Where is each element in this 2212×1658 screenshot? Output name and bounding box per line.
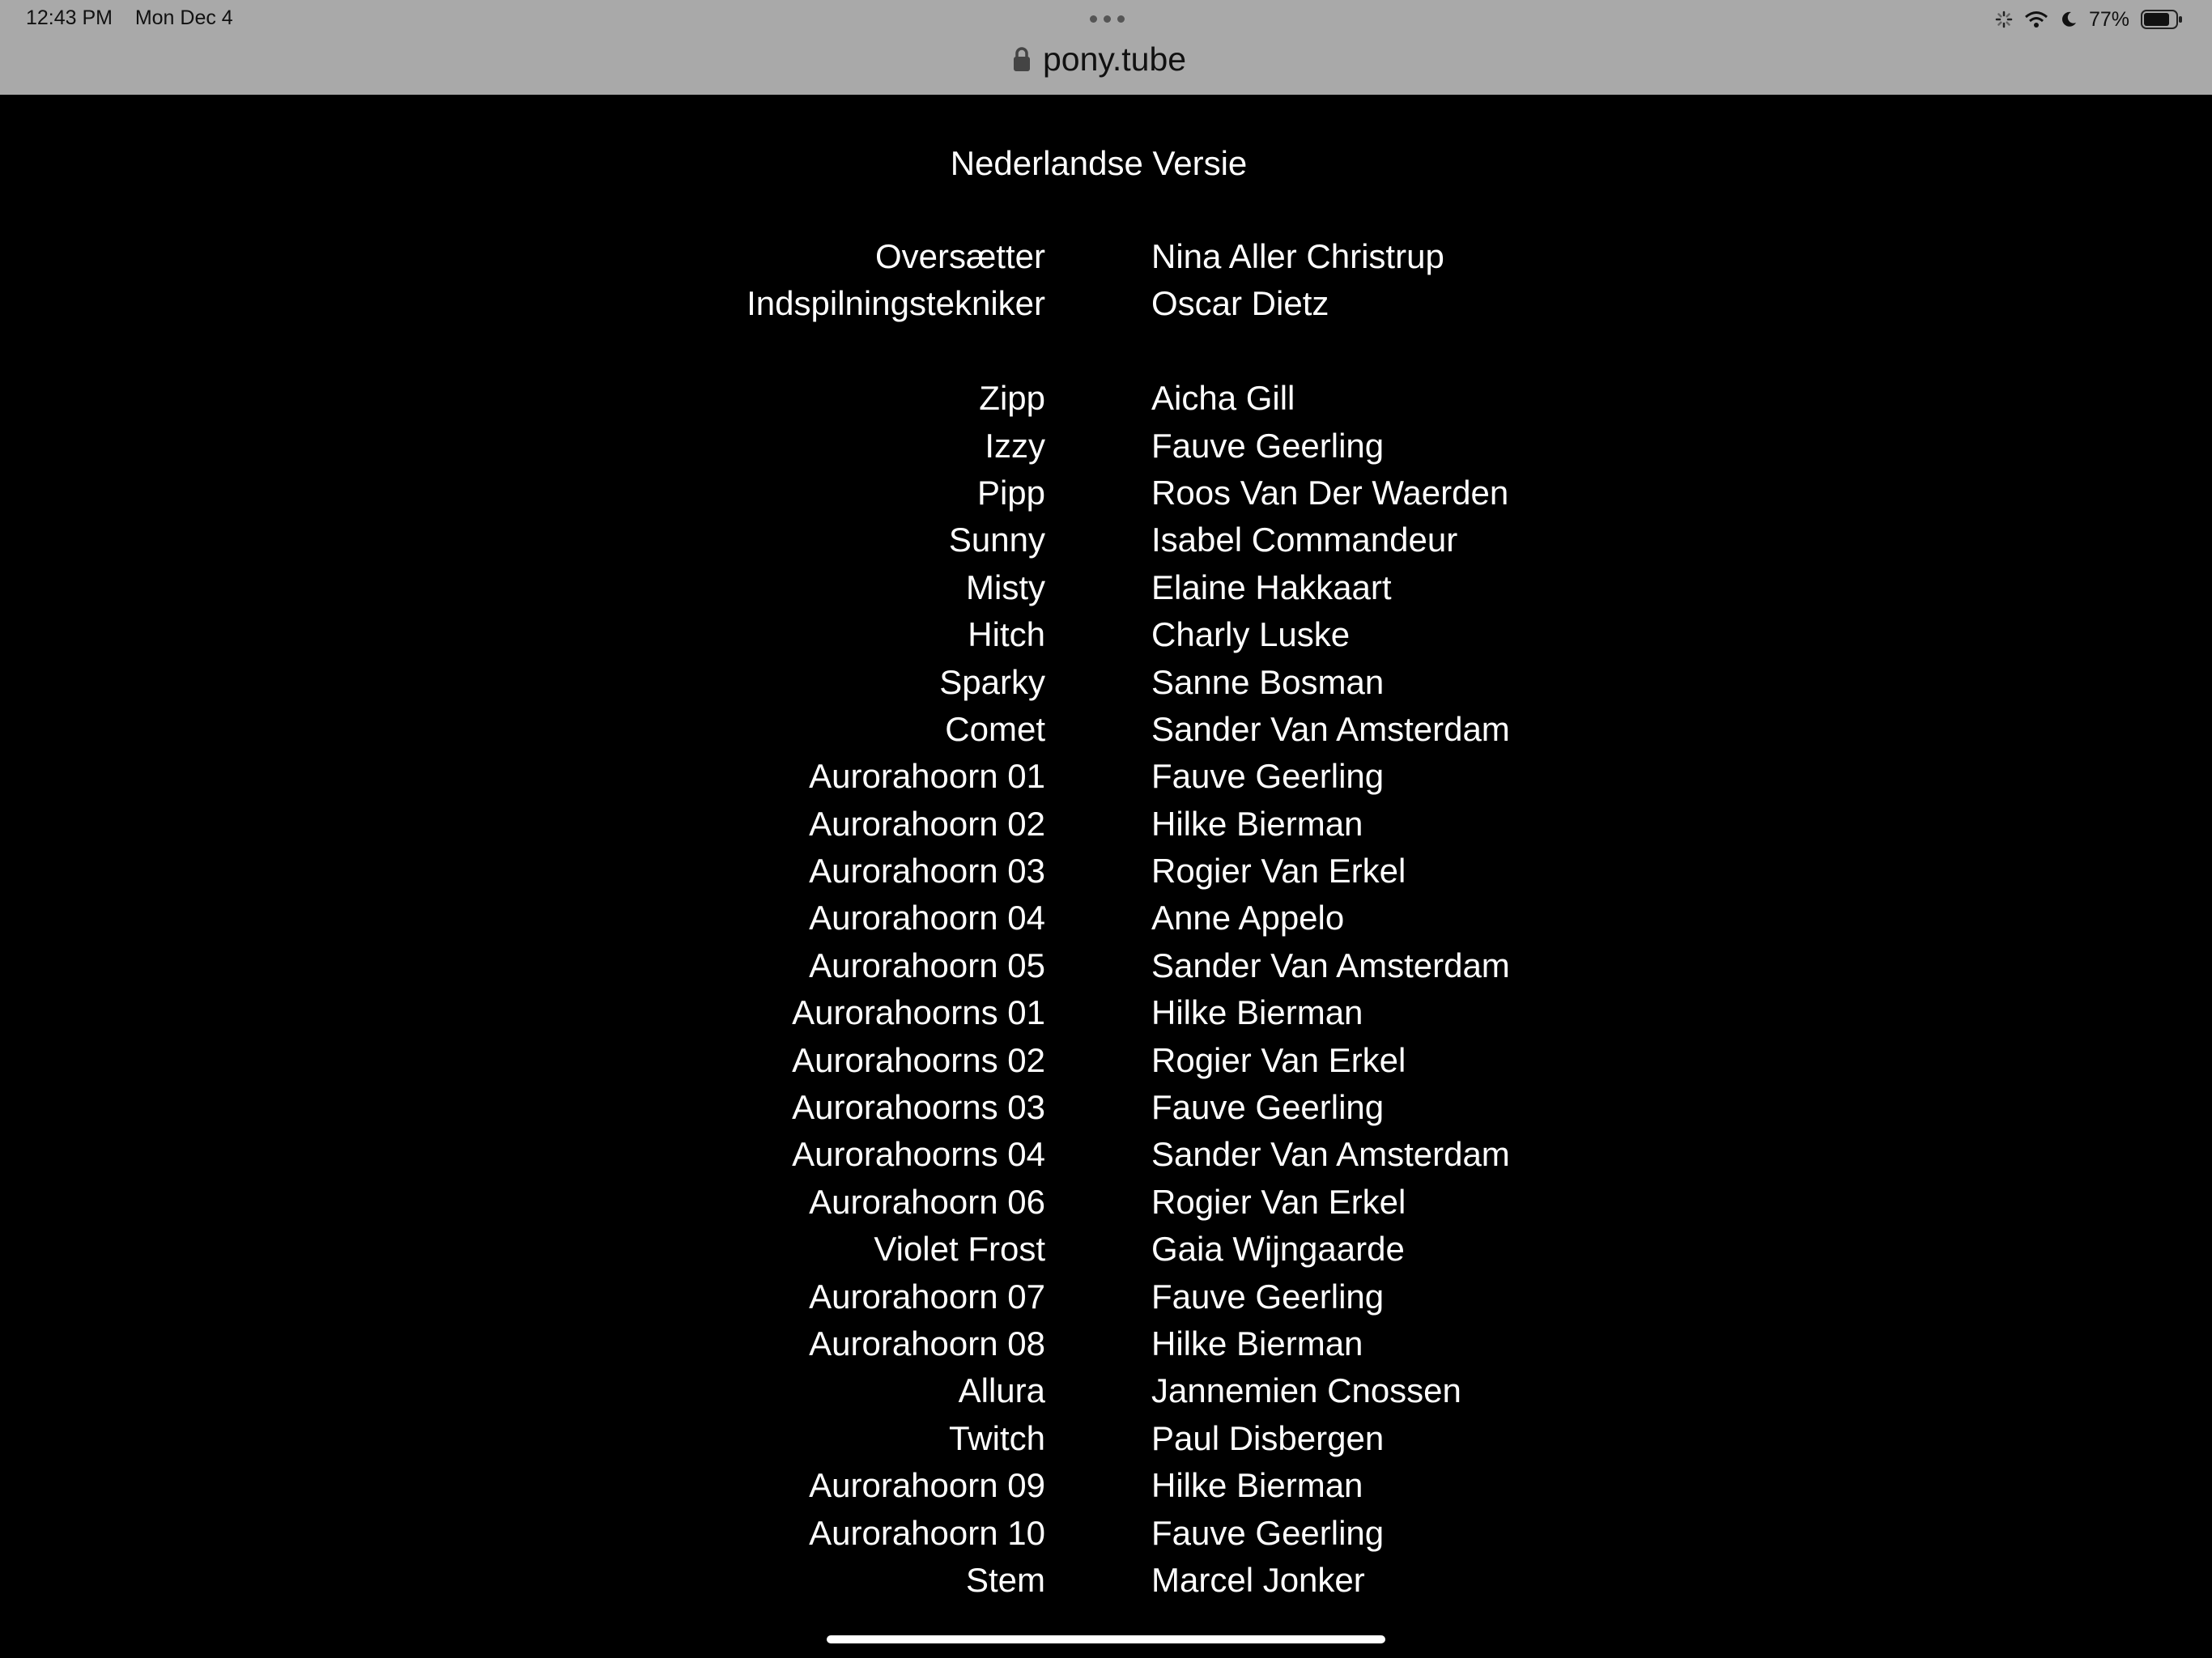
credit-person: Sanne Bosman xyxy=(1151,662,1385,701)
cast-row xyxy=(0,1514,2212,1561)
loading-spinner-icon xyxy=(1995,11,2013,28)
credit-person: Jannemien Cnossen xyxy=(1151,1371,1461,1410)
address-bar[interactable] xyxy=(1012,37,1186,81)
cast-row xyxy=(0,1419,2212,1466)
credit-person: Nina Aller Christrup xyxy=(1151,237,1444,275)
credit-role: Sunny xyxy=(948,521,1045,559)
multitasking-dots-icon[interactable] xyxy=(1090,15,1125,23)
credit-role: Aurorahoorn 07 xyxy=(809,1277,1045,1316)
credit-role: Hitch xyxy=(968,615,1045,654)
status-date: Mon Dec 4 xyxy=(134,6,233,29)
credit-role: Violet Frost xyxy=(874,1230,1045,1269)
cast-row xyxy=(0,899,2212,946)
wifi-icon xyxy=(2024,11,2048,28)
credit-person: Hilke Bierman xyxy=(1151,1466,1363,1505)
credits-title: Nederlandse Versie xyxy=(950,144,1248,182)
cast-row xyxy=(0,1466,2212,1513)
cast-row xyxy=(0,1324,2212,1371)
credit-role: Sparky xyxy=(939,662,1045,701)
credit-person: Marcel Jonker xyxy=(1151,1560,1365,1599)
credit-person: Gaia Wijngaarde xyxy=(1151,1230,1405,1269)
cast-row xyxy=(0,1135,2212,1182)
cast-row xyxy=(0,663,2212,710)
cast-row xyxy=(0,1041,2212,1088)
lock-icon xyxy=(1012,46,1032,72)
credit-role: Aurorahoorns 03 xyxy=(792,1088,1045,1127)
credit-person: Sander Van Amsterdam xyxy=(1151,1135,1510,1174)
credit-person: Elaine Hakkaart xyxy=(1151,568,1392,606)
moon-icon xyxy=(2060,11,2078,28)
credit-role: Aurorahoorn 10 xyxy=(809,1513,1045,1552)
credit-role: Aurorahoorn 05 xyxy=(809,946,1045,984)
credit-role: Aurorahoorns 04 xyxy=(792,1135,1045,1174)
status-indicators xyxy=(1995,6,2183,32)
credit-person: Hilke Bierman xyxy=(1151,1324,1363,1363)
cast-row xyxy=(0,568,2212,615)
credit-role: Stem xyxy=(965,1560,1045,1599)
credit-role: Aurorahoorns 01 xyxy=(792,993,1045,1032)
crew-row xyxy=(0,284,2212,331)
credit-role: Aurorahoorn 09 xyxy=(809,1466,1045,1505)
cast-row xyxy=(0,946,2212,993)
credit-role: Aurorahoorn 01 xyxy=(809,757,1045,796)
credit-person: Anne Appelo xyxy=(1151,899,1345,937)
status-clock xyxy=(26,6,233,30)
credit-person: Fauve Geerling xyxy=(1151,426,1385,465)
credit-role: Zipp xyxy=(979,379,1045,418)
cast-row xyxy=(0,379,2212,426)
credit-role: Pipp xyxy=(976,473,1045,512)
credit-person: Isabel Commandeur xyxy=(1151,521,1458,559)
battery-percentage: 77% xyxy=(2088,7,2129,31)
credit-person: Hilke Bierman xyxy=(1151,804,1363,843)
cast-row xyxy=(0,805,2212,852)
credit-role: Aurorahoorn 02 xyxy=(809,804,1045,843)
credit-person: Rogier Van Erkel xyxy=(1151,1040,1406,1079)
credit-role: Aurorahoorn 03 xyxy=(809,852,1045,891)
cast-row xyxy=(0,1088,2212,1135)
cast-row xyxy=(0,615,2212,662)
crew-row xyxy=(0,237,2212,284)
credit-role: Indspilningstekniker xyxy=(747,284,1045,323)
battery-icon xyxy=(2141,10,2183,29)
credit-role: Allura xyxy=(958,1371,1045,1410)
credit-role: Comet xyxy=(945,709,1045,748)
cast-row xyxy=(0,757,2212,804)
credit-role: Aurorahoorn 04 xyxy=(809,899,1045,937)
cast-row xyxy=(0,474,2212,521)
credit-person: Fauve Geerling xyxy=(1151,1277,1385,1316)
credit-person: Paul Disbergen xyxy=(1151,1418,1385,1457)
cast-row xyxy=(0,710,2212,757)
credit-role: Aurorahoorn 08 xyxy=(809,1324,1045,1363)
browser-top-bar xyxy=(0,0,2212,95)
credit-person: Oscar Dietz xyxy=(1151,284,1329,323)
credit-person: Fauve Geerling xyxy=(1151,1088,1385,1127)
cast-row xyxy=(0,521,2212,568)
cast-row xyxy=(0,1183,2212,1230)
cast-list xyxy=(0,379,2212,1608)
credit-role: Twitch xyxy=(948,1418,1045,1457)
url-text: pony.tube xyxy=(1043,40,1187,78)
credit-person: Rogier Van Erkel xyxy=(1151,1182,1406,1221)
cast-row xyxy=(0,1371,2212,1418)
section-spacer xyxy=(0,332,2212,379)
cast-row xyxy=(0,1230,2212,1277)
cast-row xyxy=(0,852,2212,899)
status-time: 12:43 PM xyxy=(26,6,113,29)
credit-role: Aurorahoorn 06 xyxy=(809,1182,1045,1221)
cast-row xyxy=(0,427,2212,474)
credits-list xyxy=(0,237,2212,1608)
credit-person: Hilke Bierman xyxy=(1151,993,1363,1032)
credit-person: Fauve Geerling xyxy=(1151,757,1385,796)
credit-person: Sander Van Amsterdam xyxy=(1151,709,1510,748)
cast-row xyxy=(0,993,2212,1040)
credit-person: Roos Van Der Waerden xyxy=(1151,473,1509,512)
home-indicator[interactable] xyxy=(827,1635,1385,1643)
credit-person: Fauve Geerling xyxy=(1151,1513,1385,1552)
credit-person: Rogier Van Erkel xyxy=(1151,852,1406,891)
credit-role: Aurorahoorns 02 xyxy=(792,1040,1045,1079)
cast-row xyxy=(0,1278,2212,1324)
cast-row xyxy=(0,1561,2212,1608)
credit-person: Sander Van Amsterdam xyxy=(1151,946,1510,984)
credit-person: Charly Luske xyxy=(1151,615,1351,654)
credit-role: Izzy xyxy=(985,426,1045,465)
credit-person: Aicha Gill xyxy=(1151,379,1295,418)
credit-role: Misty xyxy=(966,568,1045,606)
credit-role: Oversætter xyxy=(874,237,1045,275)
